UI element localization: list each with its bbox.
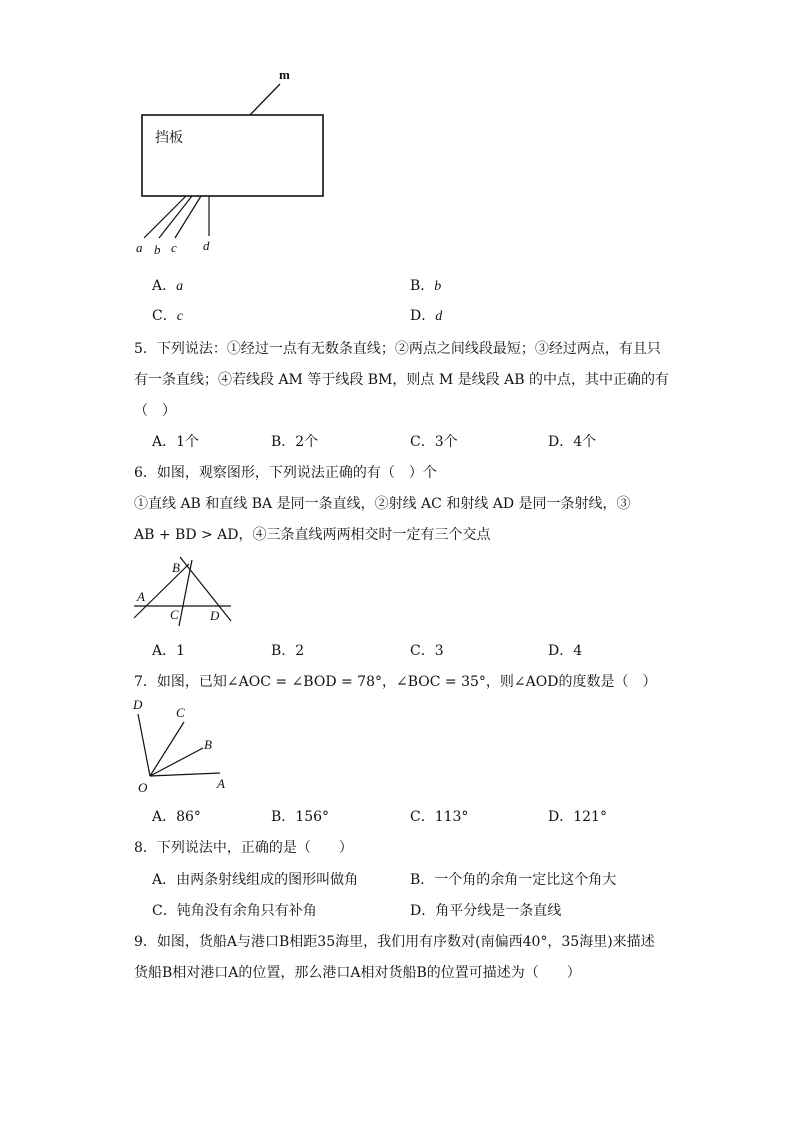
label-m: m bbox=[279, 67, 290, 82]
label-D: D bbox=[210, 608, 220, 623]
q5-option-d[interactable]: D．4个 bbox=[548, 434, 597, 450]
label-b: b bbox=[154, 242, 161, 257]
q9-stem-line2: 货船B相对港口A的位置，那么港口A相对货船B的位置可描述为（ ） bbox=[134, 965, 581, 981]
label-d: d bbox=[203, 238, 210, 253]
q7-option-c[interactable]: C．113° bbox=[410, 809, 469, 825]
label-c: c bbox=[171, 240, 177, 255]
label-O: O bbox=[138, 780, 148, 795]
q6-stem-line2: ①直线 AB 和直线 BA 是同一条直线，②射线 AC 和射线 AD 是同一条射线，③ bbox=[134, 496, 631, 512]
q4-option-b[interactable]: B．b bbox=[410, 278, 442, 294]
q5-option-a[interactable]: A．1个 bbox=[152, 434, 200, 450]
ray-OA bbox=[150, 773, 220, 776]
q8-option-a[interactable]: A．由两条射线组成的图形叫做角 bbox=[152, 872, 359, 888]
label-B: B bbox=[204, 737, 212, 752]
q4-option-a[interactable]: A．a bbox=[152, 278, 184, 294]
q5-stem-line3: （ ） bbox=[134, 403, 176, 419]
ray-OC bbox=[150, 722, 184, 776]
q8-option-d[interactable]: D．角平分线是一条直线 bbox=[410, 903, 562, 919]
q5-option-c[interactable]: C．3个 bbox=[410, 434, 458, 450]
ray-OB bbox=[150, 748, 203, 776]
q8-option-b[interactable]: B．一个角的余角一定比这个角大 bbox=[410, 872, 617, 888]
q6-option-d[interactable]: D．4 bbox=[548, 643, 583, 659]
label-C: C bbox=[176, 705, 185, 720]
label-D: D bbox=[133, 697, 143, 712]
q6-stem-line3: AB + BD > AD，④三条直线两两相交时一定有三个交点 bbox=[134, 527, 491, 543]
q6-stem-line1: 6．如图，观察图形，下列说法正确的有（ ）个 bbox=[134, 465, 437, 481]
q8-stem-line1: 8．下列说法中，正确的是（ ） bbox=[134, 840, 353, 856]
q5-option-b[interactable]: B．2个 bbox=[271, 434, 319, 450]
baffle-label: 挡板 bbox=[155, 130, 183, 146]
q6-option-b[interactable]: B．2 bbox=[271, 643, 305, 659]
q7-option-d[interactable]: D．121° bbox=[548, 809, 607, 825]
label-A: A bbox=[217, 776, 225, 791]
q5-stem-line1: 5．下列说法：①经过一点有无数条直线；②两点之间线段最短；③经过两点，有且只 bbox=[134, 341, 661, 357]
q6-option-a[interactable]: A．1 bbox=[152, 643, 186, 659]
q6-option-c[interactable]: C．3 bbox=[410, 643, 444, 659]
q4-option-c[interactable]: C．c bbox=[152, 308, 183, 324]
q8-option-c[interactable]: C．钝角没有余角只有补角 bbox=[152, 903, 317, 919]
q7-stem-line1: 7．如图，已知∠AOC = ∠BOD = 78°，∠BOC = 35°，则∠AOD的度数是（ ） bbox=[134, 674, 657, 690]
q9-stem-line1: 9．如图，货船A与港口B相距35海里，我们用有序数对(南偏西40°，35海里)来描述 bbox=[134, 934, 655, 950]
label-C: C bbox=[170, 607, 179, 622]
q7-option-a[interactable]: A．86° bbox=[152, 809, 201, 825]
label-B: B bbox=[172, 560, 180, 575]
q4-option-d[interactable]: D．d bbox=[410, 308, 443, 324]
q5-stem-line2: 有一条直线；④若线段 AM 等于线段 BM，则点 M 是线段 AB 的中点，其中正确的有 bbox=[134, 372, 669, 388]
label-a: a bbox=[136, 240, 143, 255]
ray-OD bbox=[138, 714, 150, 776]
label-A: A bbox=[137, 589, 145, 604]
q7-option-b[interactable]: B．156° bbox=[271, 809, 330, 825]
